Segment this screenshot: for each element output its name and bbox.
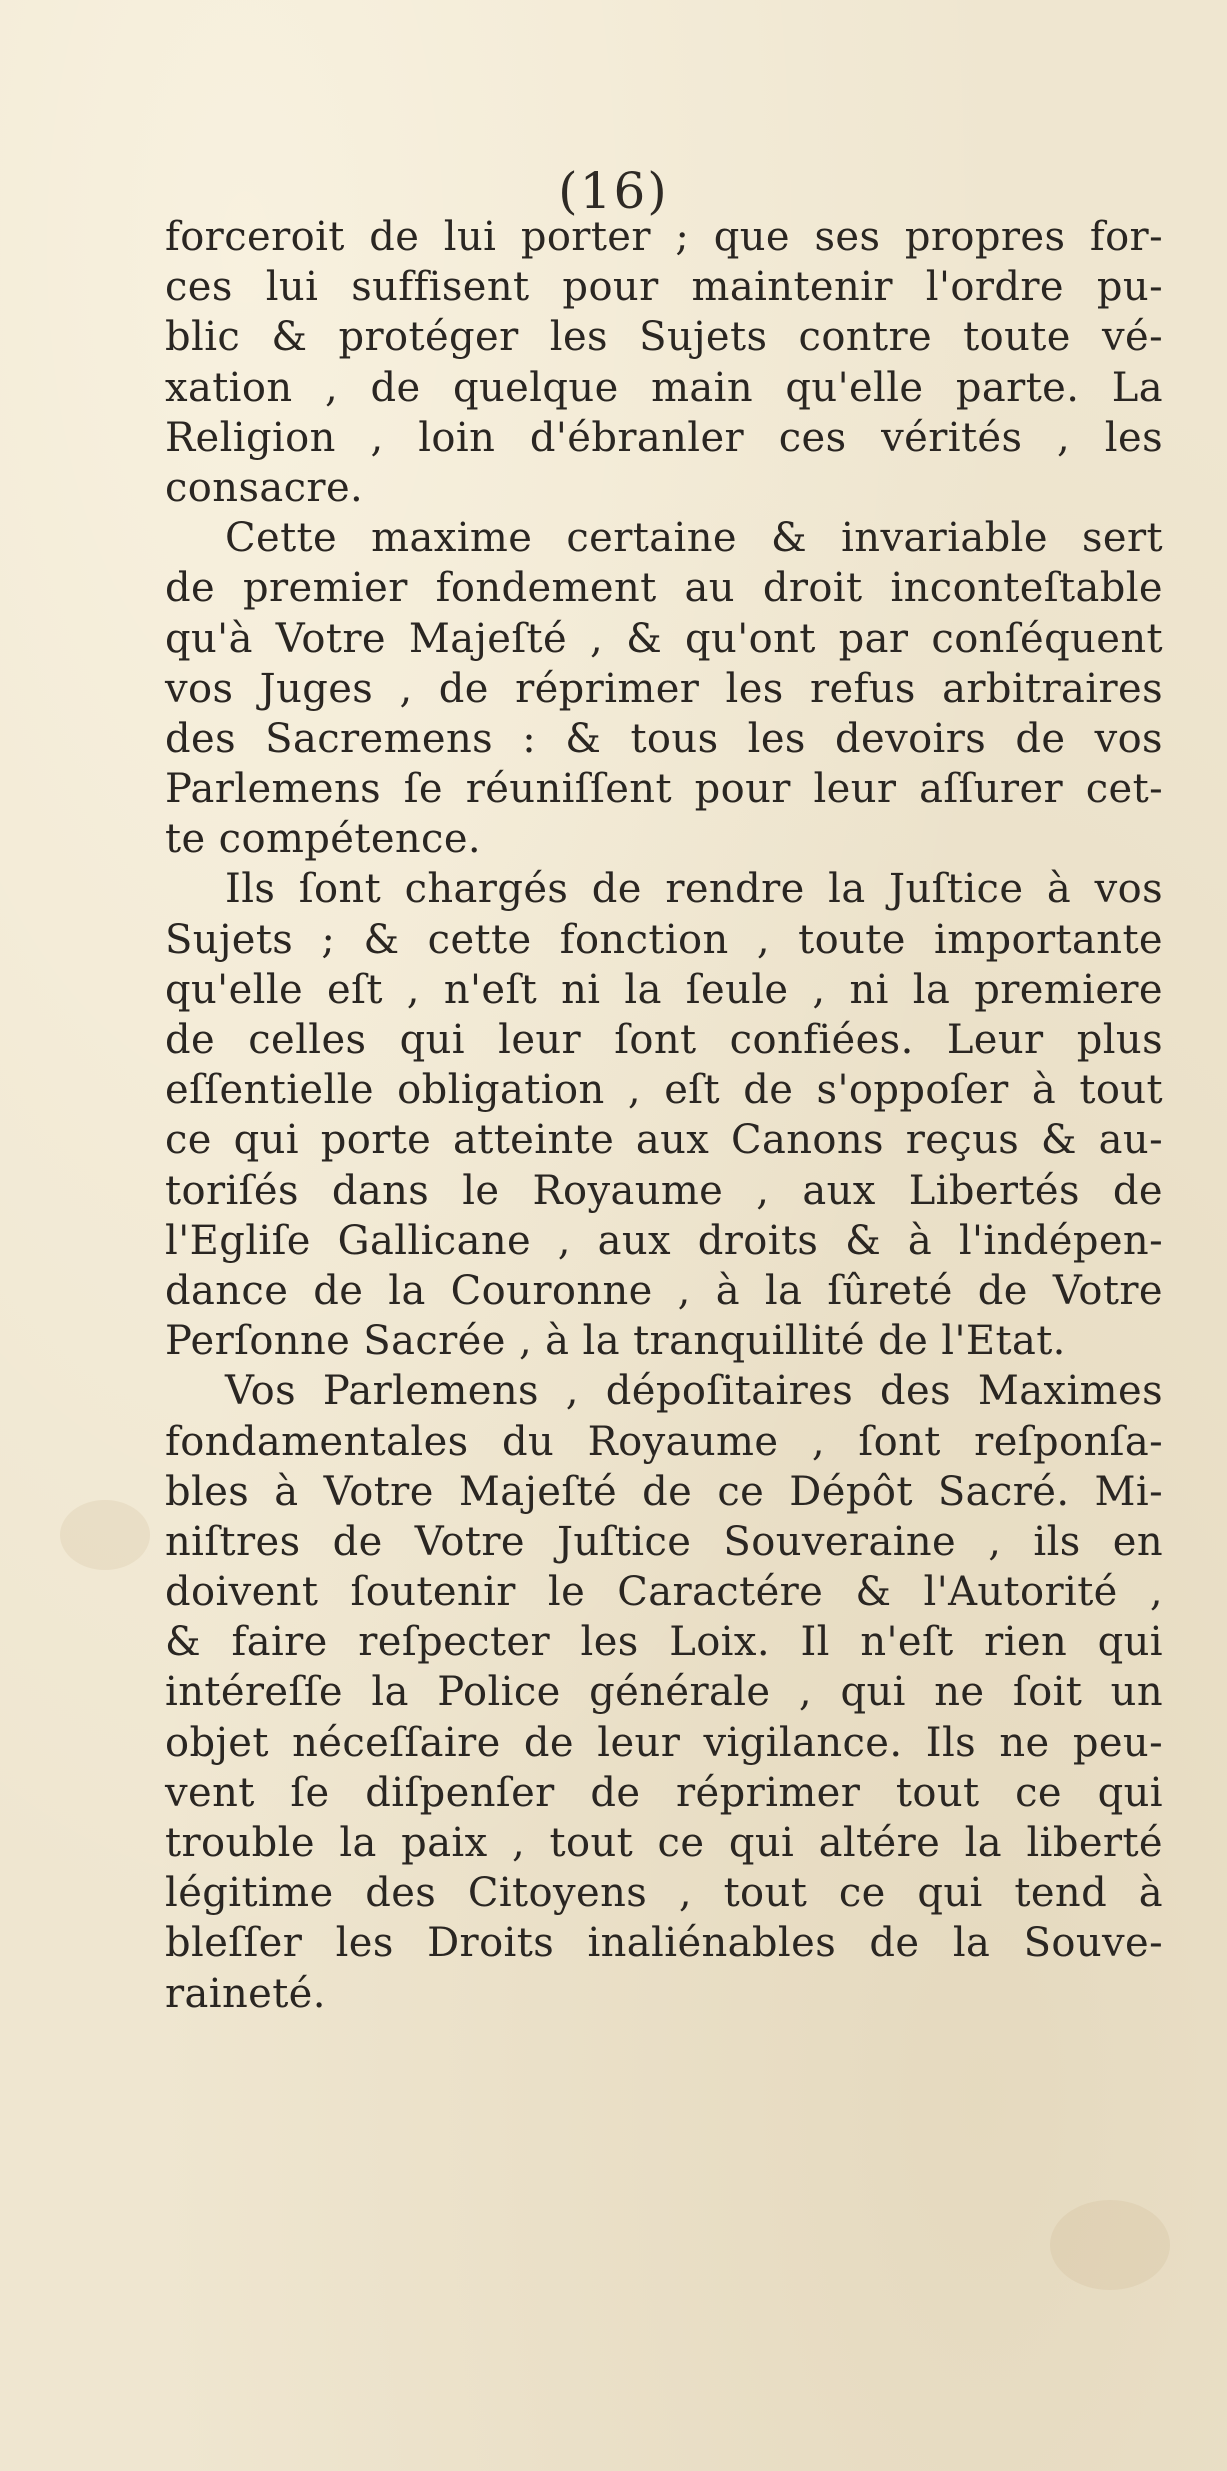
text-line: blic & protéger les Sujets contre toute vé- xyxy=(165,314,1163,361)
text-line: Cette maxime certaine & invariable sert xyxy=(225,515,1163,562)
paper-stain xyxy=(1050,2200,1170,2290)
text-line: qu'à Votre Majeſté , & qu'ont par conſéquent xyxy=(165,615,1163,662)
text-line: Religion , loin d'ébranler ces vérités , les xyxy=(165,414,1163,461)
text-line: bles à Votre Majeſté de ce Dépôt Sacré. Mi- xyxy=(165,1468,1163,1515)
page-number: (16) xyxy=(558,162,669,220)
text-line: doivent ſoutenir le Caractére & l'Autorité , xyxy=(165,1569,1163,1616)
text-line: eſſentielle obligation , eſt de s'oppoſer à tout xyxy=(165,1067,1163,1114)
text-line: & faire reſpecter les Loix. Il n'eſt rien qui xyxy=(165,1619,1163,1666)
text-line: te compétence. xyxy=(165,816,482,863)
paper-stain xyxy=(60,1500,150,1570)
text-line: l'Egliſe Gallicane , aux droits & à l'indépen- xyxy=(165,1217,1163,1264)
text-line: fondamentales du Royaume , ſont reſponſa- xyxy=(165,1418,1163,1465)
text-line: vos Juges , de réprimer les refus arbitraires xyxy=(165,665,1163,712)
text-line: qu'elle eſt , n'eſt ni la ſeule , ni la premiere xyxy=(165,966,1163,1013)
text-line: de premier fondement au droit inconteſtable xyxy=(165,565,1163,612)
text-line: Sujets ; & cette fonction , toute importante xyxy=(165,916,1163,963)
text-line: toriſés dans le Royaume , aux Libertés de xyxy=(165,1167,1163,1214)
text-line: des Sacremens : & tous les devoirs de vos xyxy=(165,715,1163,762)
text-line: objet néceſſaire de leur vigilance. Ils ne peu- xyxy=(165,1719,1163,1766)
text-line: dance de la Couronne , à la ſûreté de Votre xyxy=(165,1267,1163,1314)
text-line: niſtres de Votre Juſtice Souveraine , ils en xyxy=(165,1518,1163,1565)
body-text xyxy=(165,212,1163,2019)
text-line: intéreſſe la Police générale , qui ne ſoit un xyxy=(165,1669,1163,1716)
text-line: bleſſer les Droits inaliénables de la Souve- xyxy=(165,1920,1163,1967)
text-line: raineté. xyxy=(165,1970,326,2017)
text-line: de celles qui leur ſont confiées. Leur plus xyxy=(165,1017,1163,1063)
text-line: Perſonne Sacrée , à la tranquillité de l'Etat. xyxy=(165,1318,1066,1365)
text-line: xation , de quelque main qu'elle parte. La xyxy=(165,364,1163,411)
text-line: trouble la paix , tout ce qui altére la liberté xyxy=(165,1820,1163,1866)
text-line: Ils ſont chargés de rendre la Juſtice à vos xyxy=(225,866,1163,913)
text-line: Parlemens ſe réuniſſent pour leur aſſurer cet- xyxy=(165,766,1163,813)
text-line: ces lui suffisent pour maintenir l'ordre pu- xyxy=(165,264,1163,311)
text-line: ce qui porte atteinte aux Canons reçus & au- xyxy=(165,1117,1163,1164)
text-line: Vos Parlemens , dépoſitaires des Maximes xyxy=(225,1368,1163,1415)
text-line: légitime des Citoyens , tout ce qui tend à xyxy=(165,1870,1163,1917)
text-line: forceroit de lui porter ; que ses propres for- xyxy=(165,214,1163,260)
text-line: vent ſe diſpenſer de réprimer tout ce qui xyxy=(165,1769,1163,1816)
text-line: consacre. xyxy=(165,464,364,511)
